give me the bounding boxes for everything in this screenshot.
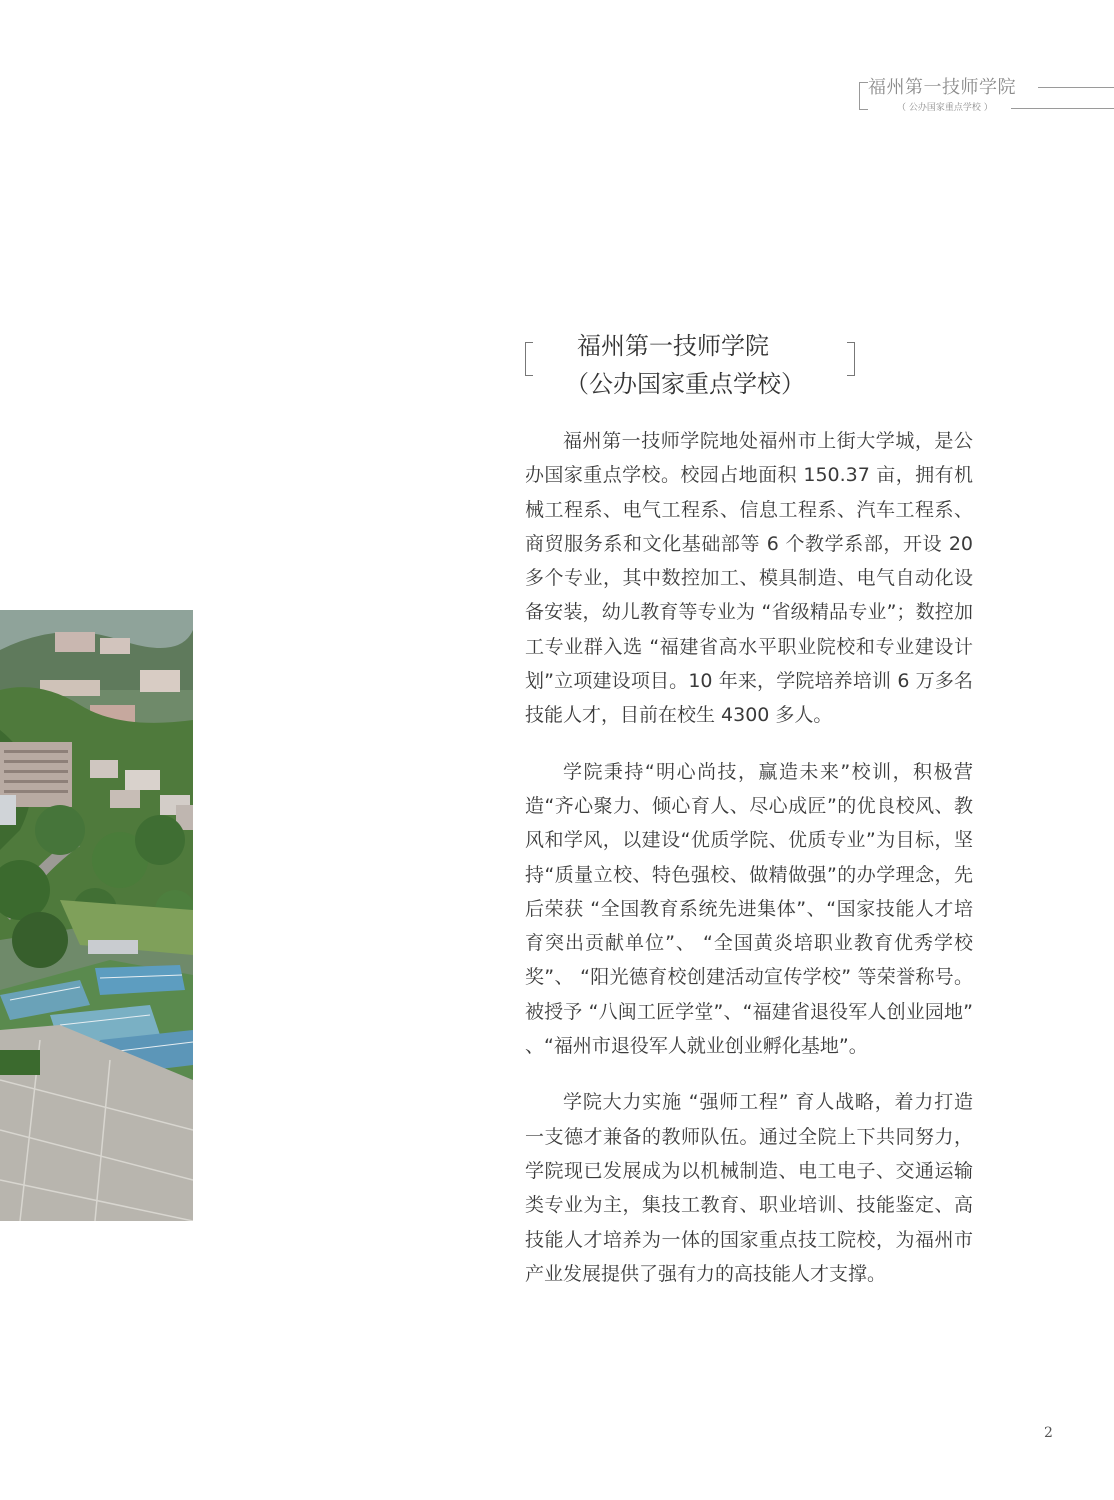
paragraph-2: 学院秉持“明心尚技，赢造未来”校训，积极营造“齐心聚力、倾心育人、尽心成匠”的优良校风、教风和学风，以建设“优质学院、优质专业”为目标，坚持“质量立校、特色强校、做精做强”的办学理念，先后荣获 “全国教育系统先进集体”、“国家技能人才培育突出贡献单位”、 “全国黄炎培职业教育优秀学校奖”、 “阳光德育校创建活动宣传学校” 等荣誉称号。被授予 “八闽工匠学堂”、“福建省退役军人创业园地” 、“福州市退役军人就业创业孵化基地”。 bbox=[525, 760, 973, 1058]
title-bracket-left bbox=[525, 342, 533, 376]
title-bracket-right bbox=[847, 342, 855, 376]
header-rule-top bbox=[1038, 87, 1114, 88]
header-rule-bottom bbox=[1011, 108, 1114, 109]
title-line-1: 福州第一技师学院 bbox=[577, 332, 769, 360]
title-line-2: （公办国家重点学校） bbox=[565, 370, 805, 398]
page-header bbox=[855, 70, 1114, 118]
page-number: 2 bbox=[1044, 1425, 1053, 1441]
header-title: 福州第一技师学院 bbox=[868, 77, 1016, 98]
paragraph-1: 福州第一技师学院地处福州市上街大学城，是公办国家重点学校。校园占地面积 150.37 亩，拥有机械工程系、电气工程系、信息工程系、汽车工程系、商贸服务系和文化基础部等 6 个教学系部，开设 20 多个专业，其中数控加工、模具制造、电气自动化设备安装，幼儿教育等专业为 “省级精品专业”；数控加工专业群入选 “福建省高水平职业院校和专业建设计划”立项建设项目。10 年来，学院培养培训 6 万多名技能人才，目前在校生 4300 多人。 bbox=[525, 430, 973, 727]
campus-aerial-photo bbox=[0, 610, 193, 1221]
title-box bbox=[525, 322, 855, 398]
header-bracket bbox=[859, 82, 868, 110]
body-text bbox=[525, 424, 973, 1313]
paragraph-3: 学院大力实施 “强师工程” 育人战略，着力打造一支德才兼备的教师队伍。通过全院上下共同努力，学院现已发展成为以机械制造、电工电子、交通运输类专业为主，集技工教育、职业培训、技能鉴定、高技能人才培养为一体的国家重点技工院校，为福州市产业发展提供了强有力的高技能人才支撑。 bbox=[525, 1091, 973, 1285]
header-subtitle: （ 公办国家重点学校 ） bbox=[897, 103, 993, 113]
